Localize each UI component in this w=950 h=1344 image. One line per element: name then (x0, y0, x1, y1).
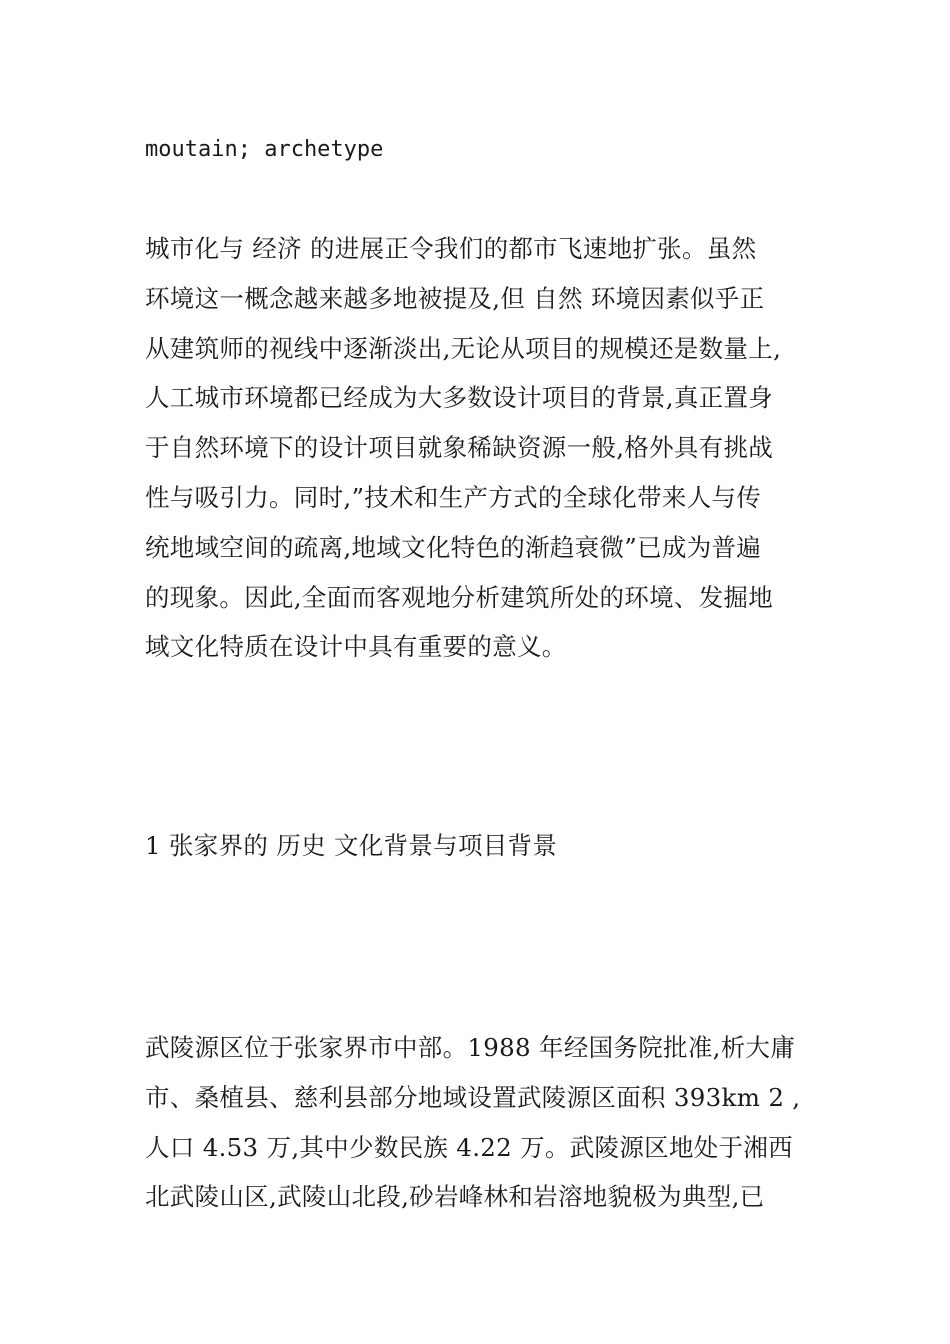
paragraph-line: 人工城市环境都已经成为大多数设计项目的背景,真正置身 (145, 383, 774, 413)
paragraph-line: 武陵源区位于张家界市中部。1988 年经国务院批准,析大庸 (145, 1033, 796, 1062)
section-heading: 1 张家界的 历史 文化背景与项目背景 (145, 831, 558, 860)
intro-paragraph (145, 224, 810, 672)
paragraph-line: 城市化与 经济 的进展正令我们的都市飞速地扩张。虽然 (145, 234, 757, 263)
paragraph-line: 从建筑师的视线中逐渐淡出,无论从项目的规模还是数量上, (145, 333, 782, 363)
paragraph-line: 市、桑植县、慈利县部分地域设置武陵源区面积 393km 2 , (145, 1082, 801, 1112)
paragraph-line: 人口 4.53 万,其中少数民族 4.22 万。武陵源区地处于湘西 (145, 1132, 793, 1162)
keywords-line: moutain; archetype (145, 137, 384, 162)
paragraph-line: 性与吸引力。同时,”技术和生产方式的全球化带来人与传 (145, 482, 762, 512)
paragraph-line: 环境这一概念越来越多地被提及,但 自然 环境因素似乎正 (145, 283, 765, 313)
background-paragraph (145, 1023, 810, 1222)
paragraph-line: 域文化特质在设计中具有重要的意义。 (145, 632, 567, 662)
paragraph-line: 统地域空间的疏离,地域文化特色的渐趋衰微”已成为普遍 (145, 532, 762, 562)
paragraph-line: 的现象。因此,全面而客观地分析建筑所处的环境、发掘地 (145, 582, 774, 612)
paragraph-line: 北武陵山区,武陵山北段,砂岩峰林和岩溶地貌极为典型,已 (145, 1182, 765, 1212)
paragraph-line: 于自然环境下的设计项目就象稀缺资源一般,格外具有挑战 (145, 433, 774, 463)
